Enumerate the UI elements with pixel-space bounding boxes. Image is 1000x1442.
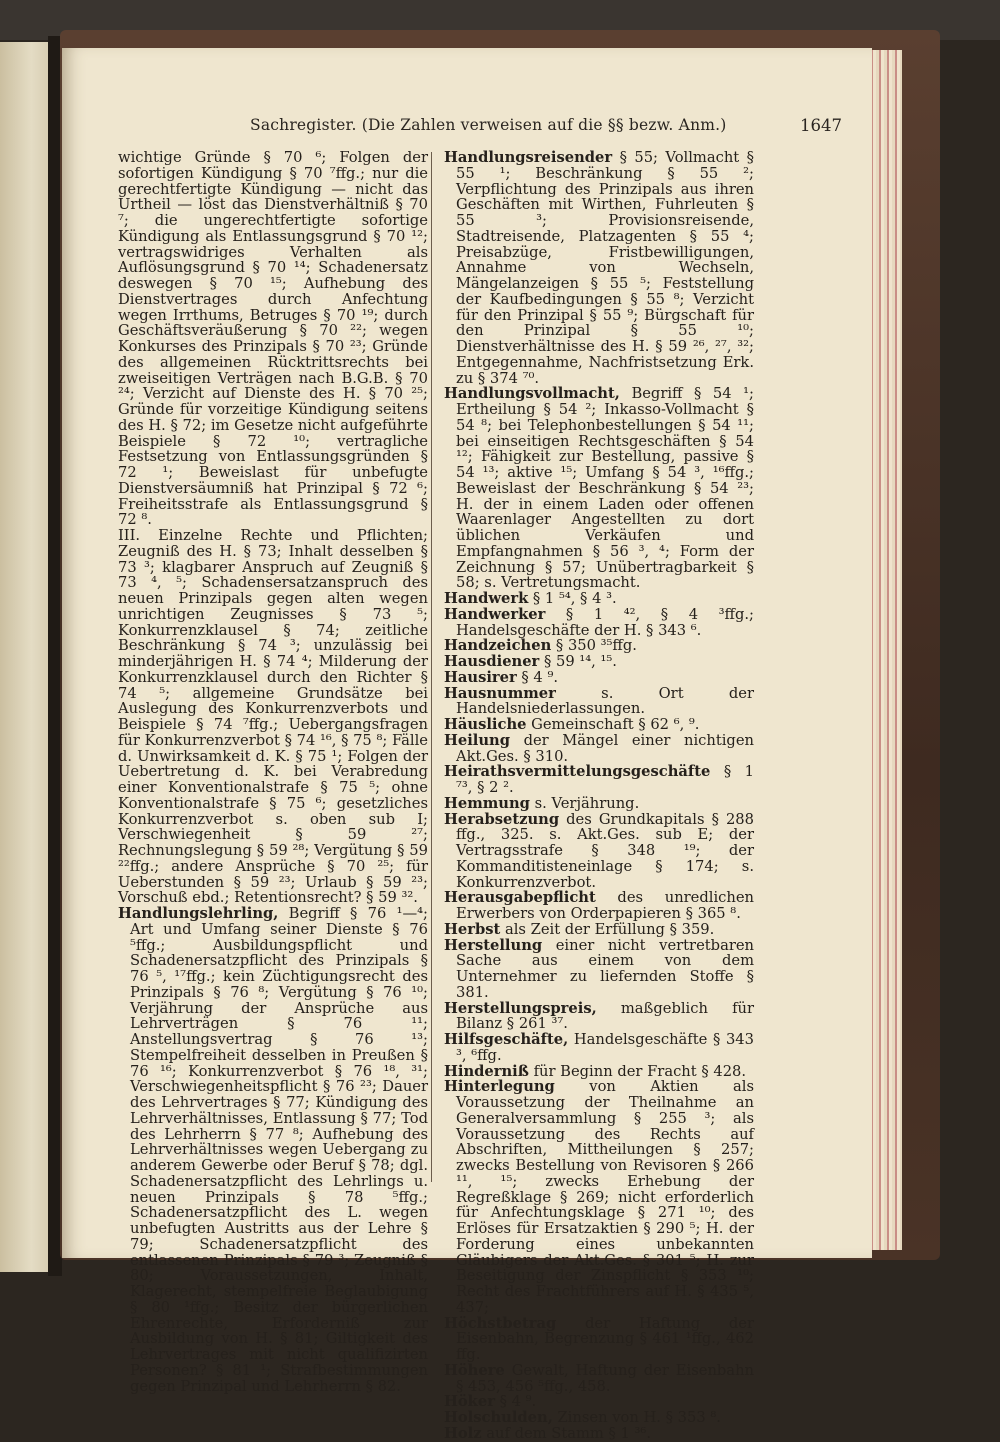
left-column [118, 150, 428, 1394]
entry-keyword: Höker [444, 1393, 495, 1411]
index-entry [444, 654, 754, 670]
index-entry [118, 150, 428, 528]
index-entry [118, 906, 428, 1394]
index-entry [444, 386, 754, 591]
index-entry [444, 717, 754, 733]
entry-text: auf dem Stamm § 1 ³⁶. [481, 1424, 651, 1442]
entry-keyword: Häusliche [444, 716, 527, 733]
entry-text: Begriff § 76 ¹—⁴; Art und Umfang seiner Dienste § 76 ⁵ffg.; Ausbildungspflicht und Schadenersatzpflicht des Prinzipals § 76 ⁵, ¹⁷ffg.; kein Züchtigungsrecht des Prinzipals § 76 ⁸; Vergütung § 76 ¹⁰; Verjährung der Ansprüche aus Lehrverträgen § 76 ¹¹; Anstellungsvertrag § 76 ¹³; Stempelfreiheit desselben in Preußen § 76 ¹⁶; Konkurrenzverbot § 76 ¹⁸, ³¹; Verschwiegenheitspflicht § 76 ²³; Dauer des Lehrvertrages § 77; Kündigung des Lehrverhältnisses, Entlassung § 77; Tod des Lehrherrn § 77 ⁸; Aufhebung des Lehrverhältnisses wegen Uebergang zu anderem Gewerbe oder Beruf § 78; dgl. Schadenersatzpflicht des Lehrlings u. neuen Prinzipals § 78 ⁵ffg.; Schadenersatzpflicht des L. wegen unbefugten Austritts aus der Lehre § 79; Schadenersatzpflicht des entlassenen Prinzipals § 79 ³; Zeugniß § 80; Voraussetzungen, Inhalt, Klagerecht, stempelfreie Beglaubigung § 80 ¹ffg.; Besitz der bürgerlichen Ehrenrechte, Erforderniß zur Ausbildung von H. § 81; Giltigkeit des Lehrvertrages mit nicht qualifizirten Personen? § 81 ¹; Strafbestimmungen gegen Prinzipal und Lehrherrn § 82. [130, 905, 428, 1395]
index-entry [444, 1394, 754, 1410]
running-head: Sachregister. (Die Zahlen verweisen auf die §§ bezw. Anm.) [250, 116, 727, 134]
entry-keyword: Handlungsvollmacht, [444, 385, 620, 403]
entry-keyword: Höchstbetrag [444, 1314, 557, 1332]
right-column [444, 150, 754, 1442]
index-entry [444, 1079, 754, 1315]
page-number: 1647 [800, 116, 842, 135]
index-entry [444, 733, 754, 765]
entry-text: Begriff § 54 ¹; Ertheilung § 54 ²; Inkasso-Vollmacht § 54 ⁸; bei Telephonbestellungen § 54 ¹¹; bei einseitigen Rechtsgeschäften § 54 ¹²; Fähigkeit zur Bestellung, passive § 54 ¹³; aktive ¹⁵; Umfang § 54 ³, ¹⁶ffg.; Beweislast der Beschränkung § 54 ²³; H. der in einem Laden oder offenen Waarenlager Angestellten zu dort üblichen Verkäufen und Empfangnahmen § 56 ³, ⁴; Form der Zeichnung § 57; Unübertragbarkeit § 58; s. Vertretungsmacht. [456, 385, 754, 592]
entry-keyword: Herausgabepflicht [444, 889, 596, 907]
entry-keyword: Hausnummer [444, 684, 556, 702]
page-header [122, 116, 842, 140]
index-entry [444, 638, 754, 654]
entry-keyword: Hilfsgeschäfte, [444, 1031, 569, 1048]
entry-keyword: Herstellungspreis, [444, 999, 597, 1017]
entry-text: der Haftung der Eisenbahn, Begrenzung § 461 ¹ffg., 462 ffg. [456, 1314, 754, 1363]
entry-text: wichtige Gründe § 70 ⁶; Folgen der sofortigen Kündigung § 70 ⁷ffg.; nur die gerechtfertigte Kündigung — nicht das Urtheil — löst das Dienstverhältniß § 70 ⁷; die ungerechtfertigte sofortige Kündigung als Entlassungsgrund § 70 ¹²; vertragswidriges Verhalten als Auflösungsgrund § 70 ¹⁴; Schadenersatz deswegen § 70 ¹⁵; Aufhebung des Dienstvertrages durch Anfechtung wegen Irrthums, Betruges § 70 ¹⁹; durch Geschäftsveräußerung § 70 ²²; wegen Konkurses des Prinzipals § 70 ²³; Gründe des allgemeinen Rücktrittsrechts bei zweiseitigen Verträgen nach B.G.B. § 70 ²⁴; Verzicht auf Dienste des H. § 70 ²⁵; Gründe für vorzeitige Kündigung seitens des H. § 72; im Gesetze nicht aufgeführte Beispiele § 72 ¹⁰; vertragliche Festsetzung von Entlassungsgründen § 72 ¹; Beweislast für unbefugte Dienstversäumniß hat Prinzipal § 72 ⁶; Freiheitsstrafe als Entlassungsgrund § 72 ⁸. [118, 149, 428, 529]
index-entry [444, 764, 754, 796]
entry-text: der Mängel einer nichtigen Akt.Ges. § 310. [456, 731, 754, 765]
entry-keyword: Handzeichen [444, 637, 552, 655]
entry-text: § 1 ⁴², § 4 ³ffg.; Handelsgeschäfte der H. § 343 ⁶. [456, 605, 754, 639]
entry-text: s. Ort der Handelsniederlassungen. [456, 684, 754, 718]
entry-text: § 55; Vollmacht § 55 ¹; Beschränkung § 55 ²; Verpflichtung des Prinzipals aus ihren Geschäften mit Wirthen, Fuhrleuten § 55 ³; Provisionsreisende, Stadtreisende, Platzagenten § 55 ⁴; Preisabzüge, Fristbewilligungen, Annahme von Wechseln, Mängelanzeigen § 55 ⁵; Feststellung der Kaufbedingungen § 55 ⁸; Verzicht für den Prinzipal § 55 ⁹; Bürgschaft für den Prinzipal § 55 ¹⁰; Dienstverhältnisse des H. § 59 ²⁶, ²⁷, ³²; Entgegennahme, Nachfristsetzung Erk. zu § 374 ⁷⁰. [456, 149, 754, 387]
index-entry [444, 1410, 754, 1426]
entry-keyword: Herbst [444, 920, 501, 938]
entry-text: Gemeinschaft § 62 ⁶, ⁹. [526, 716, 700, 733]
index-entry [444, 796, 754, 812]
entry-keyword: Handwerker [444, 605, 546, 623]
entry-keyword: Hausdiener [444, 653, 540, 670]
index-entry [444, 1426, 754, 1442]
index-entry [444, 670, 754, 686]
entry-keyword: Handlungsreisender [444, 149, 613, 166]
entry-text: Gewalt, Haftung der Eisenbahn § 453, 456 ⁵ffg., 458. [456, 1361, 754, 1395]
entry-text: § 59 ¹⁴, ¹⁵. [539, 653, 617, 670]
entry-keyword: Hemmung [444, 794, 530, 812]
entry-text: III. Einzelne Rechte und Pflichten; Zeugniß des H. § 73; Inhalt desselben § 73 ³; klagbarer Anspruch auf Zeugniß § 73 ⁴, ⁵; Schadensersatzanspruch des neuen Prinzipals gegen alten wegen unrichtigen Zeugnisses § 73 ⁵; Konkurrenzklausel § 74; zeitliche Beschränkung § 74 ³; unzulässig bei minderjährigen H. § 74 ⁴; Milderung der Konkurrenzklausel durch den Richter § 74 ⁵; allgemeine Grundsätze bei Auslegung des Konkurrenzverbots und Beispiele § 74 ⁷ffg.; Uebergangsfragen für Konkurrenzverbot § 74 ¹⁶, § 75 ⁸; Fälle d. Unwirksamkeit d. K. § 75 ¹; Folgen der Uebertretung d. K. bei Verabredung einer Konventionalstrafe § 75 ⁵; ohne Konventionalstrafe § 75 ⁶; gesetzliches Konkurrenzverbot s. oben sub I; Verschwiegenheit § 59 ²⁷; Rechnungslegung § 59 ²⁸; Vergütung § 59 ²²ffg.; andere Ansprüche § 70 ²⁵; für Ueberstunden § 59 ²³; Urlaub § 59 ²³; Vorschuß ebd.; Retentionsrecht? § 59 ³². [118, 527, 428, 907]
entry-keyword: Holz [444, 1424, 482, 1442]
entry-keyword: Hausirer [444, 668, 517, 686]
entry-text: Handelsgeschäfte § 343 ³, ⁶ffg. [456, 1031, 754, 1064]
entry-text: des unredlichen Erwerbers von Orderpapieren § 365 ⁸. [456, 889, 754, 922]
entry-keyword: Handwerk [444, 590, 529, 607]
entry-text: § 4 ⁹. [494, 1393, 537, 1411]
index-entry [444, 1363, 754, 1395]
book-page [62, 48, 872, 1442]
entry-keyword: Heirathsvermittelungsgeschäfte [444, 763, 711, 781]
index-entry [118, 528, 428, 906]
index-entry [444, 1032, 754, 1064]
index-entry [444, 938, 754, 1001]
column-divider [431, 152, 432, 1182]
index-entry [444, 591, 754, 607]
index-entry [444, 1064, 754, 1080]
entry-keyword: Höhere [444, 1361, 505, 1379]
entry-text: als Zeit der Erfüllung § 359. [500, 920, 715, 938]
entry-text: für Beginn der Fracht § 428. [528, 1062, 747, 1080]
entry-text: § 350 ³⁵ffg. [551, 637, 637, 655]
entry-text: von Aktien als Voraussetzung der Theilnahme an Generalversammlung § 255 ³; als Voraussetzung des Rechts auf Abschriften, Mittheilungen § 257; zwecks Bestellung von Revisoren § 266 ¹¹, ¹⁵; zwecks Erhebung der Regreßklage § 269; nicht erforderlich für Anfechtungsklage § 271 ¹⁰; des Erlöses für Ersatzaktien § 290 ⁵; H. der Forderung eines unbekannten Gläubigers der Akt.Ges. § 301 ⁵; H. zur Beseitigung der Zinspflicht § 353 ¹⁰; Recht des Frachtführers auf H. § 435 ⁵, 437; [456, 1078, 754, 1316]
entry-keyword: Heilung [444, 731, 511, 749]
facing-page-edge [0, 42, 52, 1272]
entry-text: § 1 ⁷³, § 2 ². [456, 763, 754, 796]
index-entry [444, 1316, 754, 1363]
entry-text: § 4 ⁹. [516, 668, 559, 686]
entry-keyword: Handlungslehrling, [118, 905, 279, 922]
index-entry [444, 150, 754, 386]
entry-keyword: Herstellung [444, 936, 543, 954]
index-entry [444, 922, 754, 938]
index-entry [444, 686, 754, 718]
entry-keyword: Hinterlegung [444, 1078, 555, 1096]
entry-text: maßgeblich für Bilanz § 261 ³⁷. [456, 999, 754, 1033]
entry-keyword: Holschulden, [444, 1409, 553, 1426]
index-entry [444, 890, 754, 922]
index-entry [444, 1001, 754, 1033]
entry-text: § 1 ⁵⁴, § 4 ³. [528, 590, 617, 607]
index-entry [444, 607, 754, 639]
entry-text: Zinsen von H. § 353 ⁸. [552, 1409, 721, 1426]
index-entry [444, 812, 754, 891]
entry-keyword: Hinderniß [444, 1062, 529, 1080]
entry-text: einer nicht vertretbaren Sache aus einem von dem Unternehmer zu liefernden Stoffe § 381. [456, 936, 754, 1001]
entry-text: s. Verjährung. [529, 794, 640, 812]
entry-keyword: Herabsetzung [444, 810, 560, 828]
entry-text: des Grundkapitals § 288 ffg., 325. s. Akt.Ges. sub E; der Vertragsstrafe § 348 ¹⁹; der Kommanditisteneinlage § 174; s. Konkurrenzverbot. [456, 810, 754, 891]
